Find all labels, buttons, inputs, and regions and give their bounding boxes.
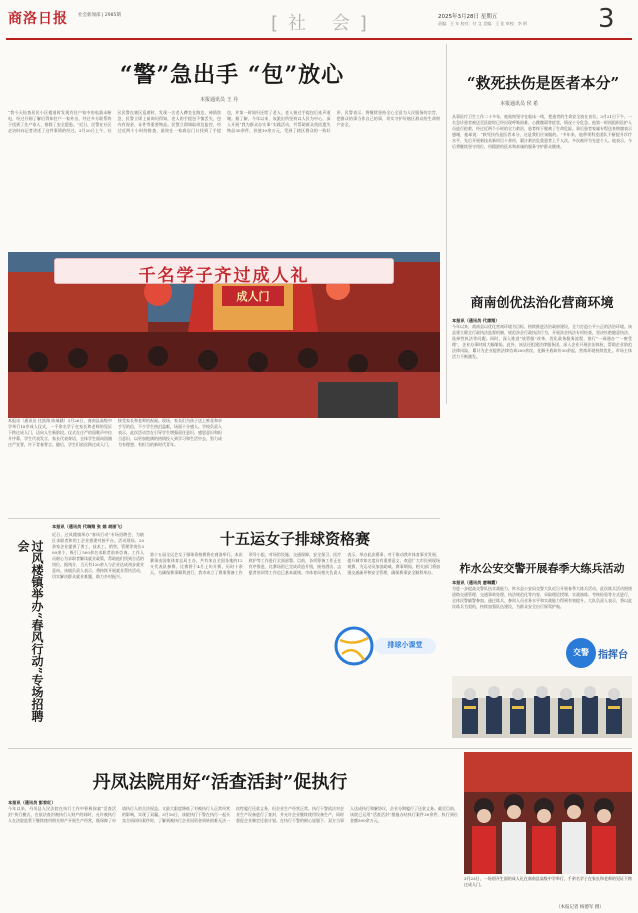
traffic-badge-a: 交警 <box>573 648 589 657</box>
traffic-photo <box>452 676 632 738</box>
volleyball-logo-text: 排球小课堂 <box>387 641 423 649</box>
column-divider <box>446 44 447 404</box>
right-top-headline: “救死扶伤是医者本分” <box>466 74 620 92</box>
lead-body: “我今天检查居民小区楼道时发现有住户家中的电器未断电，经过仔细了解后得知住户一家外出，经过多方联系终于找到了住户家人，排除了安全隐患。”近日，民警在社区走访时向记者讲述了这件事情的经过。3月20日上午，社区民警在辖区巡逻时，发现一名老人蹲坐在路边，神情焦急，民警立即上前询问得知，老人的手提包不慎丢失，包内有现金、证件等重要物品。民警立即调取周边监控，经过近两个小时的排查，最终在一家商店门口找到了手提包，并第一时间归还给了老人。老人接过手提包后连声道谢。据了解，今年以来，该派出所坚持以人民为中心，深入开展“我为群众办实事”实践活动，共帮助群众找回遗失物品30余件，价值10余万元，受到了辖区群众的一致好评。民警表示，将继续坚持全心全意为人民服务的宗旨，把群众的事当作自己的事，切实守护好辖区群众的生命财产安全。 <box>8 110 440 133</box>
newspaper-logo: 商洛日报 <box>8 11 68 27</box>
bottom-rule <box>8 748 632 749</box>
page-number: 3 <box>598 4 615 34</box>
recruit-headline: 过风楼镇举办“春风行动”专场招聘会 <box>16 540 44 722</box>
traffic-badge-b: 指挥台 <box>598 650 628 661</box>
gate-sign: 成人门 <box>236 290 270 303</box>
recruit-kicker: 本报讯（通讯员 代瑞翔 张 娟 胡丽飞） <box>52 524 125 529</box>
section-title: [社 会] <box>271 13 377 34</box>
recruit-body: 近日，过风楼镇举办“春风行动”专场招聘会，为辖区求职者和用工企业搭建对接平台。活动现场，20余家企业提供了普工、技术工、销售、管理等岗位300余个，吸引了500余名求职者前来咨询。工作人员耐心为求职者解读就业政策，帮助他们找到合适的岗位。据统计，当天有120余人与企业达成初步就业意向。该镇负责人表示，将持续开展就业帮扶活动，切实解决群众就业难题，助力乡村振兴。 <box>52 532 144 579</box>
lead-headline: “警”急出手 “包”放心 <box>119 62 345 88</box>
bottom-kicker: 本报讯（通讯员 彭家红） <box>8 800 56 805</box>
anti-fraud-body: 今年以来，商南县以优化营商环境为目标，持续推进法治政府建设，全力打造公平公正的法治环境。该县建立健全行政执法监督机制，规范涉企行政执法行为，开展涉企执法专项检查，坚决杜绝随意执法、选择性执法等问题。同时，深入推进“放管服”改革，优化政务服务流程，推行“一网通办”“一窗受理”，企业办事时间大幅缩短。此外，该县还组建法律服务团，深入企业开展法治体检，帮助企业防范法律风险，累计为企业提供法律咨询200余次，化解矛盾纠纷30余起，营商环境持续优化，市场主体活力不断激发。 <box>452 324 632 359</box>
traffic-kicker: 本报讯（通讯员 唐琳霞） <box>452 580 500 585</box>
publication-info: 社会新闻部 | 2985期 <box>78 13 121 18</box>
anti-fraud-headline: 商南创优法治化营商环境 <box>470 296 614 311</box>
right-top-body: 从事医疗卫生工作二十多年，他始终坚守在临床一线，把患者的生命安全放在首位。3月21日下午，一名急诊患者被送至医院时已经出现呼吸困难、心跳微弱等症状，情况十分危急。他第一时间组织医护人员进行抢救，经过近两个小时的全力救治，患者终于脱离了生命危险。事后患者家属专程送来锦旗表示感谢，他却说：“救死扶伤是医者本分，这是我们应该做的。”多年来，他带领科室团队不断提升诊疗水平，先后开展新技术新项目十余项，累计救治危重患者上千人次，多次被评为先进个人。他表示，今后将继续坚守岗位，用精湛的医术和真诚的服务守护群众健康。 <box>452 114 632 149</box>
volleyball-body: 第十五届全运会女子排球资格赛将在商洛举行。本次赛事由国家体育总局主办，共有来自全国各地的12支代表队参赛，比赛将于4月上旬开赛，历时十余天。为确保赛事顺利进行，我市成立了赛事筹备工作领导小组，对场馆设施、交通保障、安全保卫、医疗救护等工作进行全面部署。目前，各项筹备工作正在有序推进，比赛场馆已完成改造升级，接待酒店、志愿者培训等工作也已基本就绪。市体育局相关负责人表示，举办此次赛事，对于推动我市体育事业发展、提升城市知名度具有重要意义，欢迎广大市民到现场观赛，为运动员加油助威。赛事期间，相关部门将加强交通疏导和安全管理，确保赛事安全顺利举办。 <box>150 552 440 575</box>
photo-caption: 3月23日，一场别开生面的成人礼在商南县高级中学举行，千余名学子在家长和老师的见证下跨过成人门。 <box>464 876 632 887</box>
bottom-headline: 丹凤法院用好“活查活封”促执行 <box>92 772 348 793</box>
issue-date: 2025年3月28日 星期五 <box>438 14 498 20</box>
lead-byline: 本报通讯员 王 丹 <box>200 97 239 103</box>
banner-title: 千名学子齐过成人礼 <box>138 266 310 286</box>
volleyball-logo <box>328 616 440 674</box>
bottom-photo <box>464 752 632 874</box>
traffic-body: 为进一步提高交警队伍实战能力，柞水县公安局交警大队近日开展春季大练兵活动。此次练兵活动围绕道路交通管理、交通事故处理、执法规范化等内容，采取理论授课、实战演练、考核检验等方式进行，全体民警辅警参加。通过练兵，参训人员业务水平和实战能力得到有效提升。大队负责人表示，将以此次练兵为契机，持续加强队伍建设，为群众安全出行保驾护航。 <box>452 586 632 609</box>
masthead-rule <box>6 38 632 40</box>
volleyball-headline: 十五运女子排球资格赛 <box>219 530 370 548</box>
editors-line: 责编：王 年 校对：付 文 美编：王 佳 审校：李 明 <box>438 21 527 26</box>
coming-of-age-photo <box>8 252 440 418</box>
section-rule <box>8 518 440 519</box>
coming-of-age-body: 本报讯（通讯员 任凯翔 陈瑞涵）3月26日，商南县高级中学举行18岁成人仪式，一千余名学子在家长和老师的见证下跨过成人门，迈向人生新阶段。仪式在庄严的国歌声中拉开序幕，学生代表发言，家长代表寄语，全体学生面向国旗庄严宣誓，许下青春誓言。随后，学生们依次跨过成人门，接受家长和老师的祝福。现场，家长们为孩子送上鲜花和亲手写的信，不少学生热泪盈眶，场面十分感人。学校负责人表示，此次活动旨在引导学生增强责任意识、感恩意识和担当意识，以更加饱满的热情投入到学习和生活中去，努力成为有理想、有担当的新时代青年。 <box>8 418 222 447</box>
masthead <box>6 6 632 38</box>
bottom-body: 今年以来，丹凤县人民法院在执行工作中积极探索“活查活封”执行模式，在依法查封被执行人财产的同时，允许被执行人在法院监管下继续使用相关财产开展生产经营，既保障了申请执行人的合法权益，又最大限度降低了对被执行人正常经营的影响，实现了双赢。3月18日，该院执行干警在执行一起买卖合同纠纷案件时，了解到被执行企业因资金周转困难无法一次性履行还款义务，但企业生产经营正常。执行干警依法对企业生产设备进行了查封，并允许企业继续使用设备生产，同时督促企业制定还款计划。在执行干警的耐心说服下，双方当事人达成执行和解协议，企业分期履行了还款义务。截至目前，该院已运用“活查活封”措施办结执行案件30余件，执行到位金额500余万元。 <box>8 806 458 823</box>
anti-fraud-kicker: 本报讯（通讯员 代康翔） <box>452 318 500 323</box>
traffic-headline: 柞水公安交警开展春季大练兵活动 <box>459 562 625 575</box>
traffic-badge <box>566 636 632 670</box>
right-top-byline: 本报通讯员 侯 希 <box>500 101 539 107</box>
photo-credit: （本报记者 杨德军 摄） <box>556 905 604 910</box>
